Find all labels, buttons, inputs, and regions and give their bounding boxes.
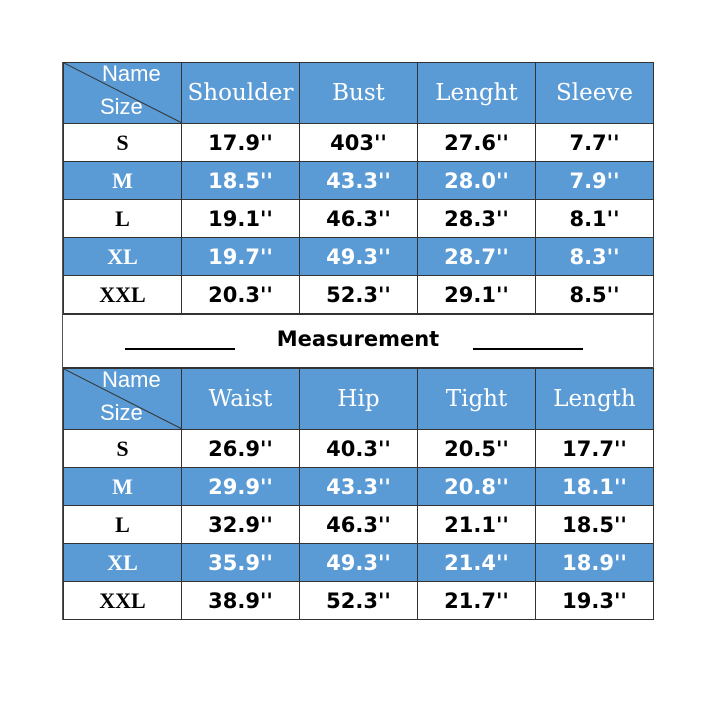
value-cell: 8.5'' bbox=[536, 276, 654, 314]
size-cell: XXL bbox=[64, 276, 182, 314]
column-header-bust: Bust bbox=[300, 63, 418, 124]
size-table-upper bbox=[63, 62, 654, 314]
table-row bbox=[64, 506, 654, 544]
table-row bbox=[64, 430, 654, 468]
value-cell: 20.8'' bbox=[418, 468, 536, 506]
column-header-waist: Waist bbox=[182, 369, 300, 430]
value-cell: 29.1'' bbox=[418, 276, 536, 314]
corner-header-cell bbox=[64, 63, 182, 124]
size-cell: L bbox=[64, 506, 182, 544]
value-cell: 20.5'' bbox=[418, 430, 536, 468]
measurement-caption bbox=[63, 314, 653, 368]
column-header-shoulder: Shoulder bbox=[182, 63, 300, 124]
corner-size-label: Size bbox=[100, 94, 143, 119]
value-cell: 19.1'' bbox=[182, 200, 300, 238]
size-cell: XL bbox=[64, 544, 182, 582]
value-cell: 21.4'' bbox=[418, 544, 536, 582]
value-cell: 28.7'' bbox=[418, 238, 536, 276]
value-cell: 18.5'' bbox=[182, 162, 300, 200]
size-cell: M bbox=[64, 162, 182, 200]
value-cell: 21.1'' bbox=[418, 506, 536, 544]
value-cell: 28.3'' bbox=[418, 200, 536, 238]
table-row bbox=[64, 582, 654, 620]
caption-title: Measurement bbox=[276, 327, 440, 351]
value-cell: 18.1'' bbox=[536, 468, 654, 506]
value-cell: 21.7'' bbox=[418, 582, 536, 620]
value-cell: 8.3'' bbox=[536, 238, 654, 276]
value-cell: 20.3'' bbox=[182, 276, 300, 314]
size-cell: M bbox=[64, 468, 182, 506]
value-cell: 19.3'' bbox=[536, 582, 654, 620]
corner-size-label: Size bbox=[100, 400, 143, 425]
size-cell: XL bbox=[64, 238, 182, 276]
value-cell: 38.9'' bbox=[182, 582, 300, 620]
value-cell: 49.3'' bbox=[300, 238, 418, 276]
value-cell: 46.3'' bbox=[300, 506, 418, 544]
corner-header-cell bbox=[64, 369, 182, 430]
size-cell: XXL bbox=[64, 582, 182, 620]
size-cell: S bbox=[64, 430, 182, 468]
column-header-sleeve: Sleeve bbox=[536, 63, 654, 124]
value-cell: 19.7'' bbox=[182, 238, 300, 276]
value-cell: 52.3'' bbox=[300, 582, 418, 620]
table-row bbox=[64, 238, 654, 276]
column-header-length: Length bbox=[536, 369, 654, 430]
table-header-row bbox=[64, 369, 654, 430]
value-cell: 29.9'' bbox=[182, 468, 300, 506]
value-cell: 7.7'' bbox=[536, 124, 654, 162]
caption-rule-right bbox=[473, 348, 583, 350]
column-header-tight: Tight bbox=[418, 369, 536, 430]
table-row bbox=[64, 162, 654, 200]
value-cell: 8.1'' bbox=[536, 200, 654, 238]
column-header-length: Lenght bbox=[418, 63, 536, 124]
table-row bbox=[64, 200, 654, 238]
value-cell: 46.3'' bbox=[300, 200, 418, 238]
value-cell: 32.9'' bbox=[182, 506, 300, 544]
value-cell: 28.0'' bbox=[418, 162, 536, 200]
value-cell: 27.6'' bbox=[418, 124, 536, 162]
size-chart bbox=[62, 62, 654, 620]
value-cell: 17.9'' bbox=[182, 124, 300, 162]
table-row bbox=[64, 276, 654, 314]
value-cell: 52.3'' bbox=[300, 276, 418, 314]
column-header-hip: Hip bbox=[300, 369, 418, 430]
table-row bbox=[64, 544, 654, 582]
value-cell: 43.3'' bbox=[300, 162, 418, 200]
value-cell: 403'' bbox=[300, 124, 418, 162]
size-cell: L bbox=[64, 200, 182, 238]
value-cell: 7.9'' bbox=[536, 162, 654, 200]
value-cell: 26.9'' bbox=[182, 430, 300, 468]
table-row bbox=[64, 468, 654, 506]
value-cell: 40.3'' bbox=[300, 430, 418, 468]
value-cell: 49.3'' bbox=[300, 544, 418, 582]
value-cell: 17.7'' bbox=[536, 430, 654, 468]
value-cell: 35.9'' bbox=[182, 544, 300, 582]
value-cell: 18.5'' bbox=[536, 506, 654, 544]
size-cell: S bbox=[64, 124, 182, 162]
corner-name-label: Name bbox=[102, 62, 161, 86]
value-cell: 43.3'' bbox=[300, 468, 418, 506]
table-row bbox=[64, 124, 654, 162]
size-table-lower bbox=[63, 368, 654, 620]
table-header-row bbox=[64, 63, 654, 124]
corner-name-label: Name bbox=[102, 368, 161, 392]
value-cell: 18.9'' bbox=[536, 544, 654, 582]
